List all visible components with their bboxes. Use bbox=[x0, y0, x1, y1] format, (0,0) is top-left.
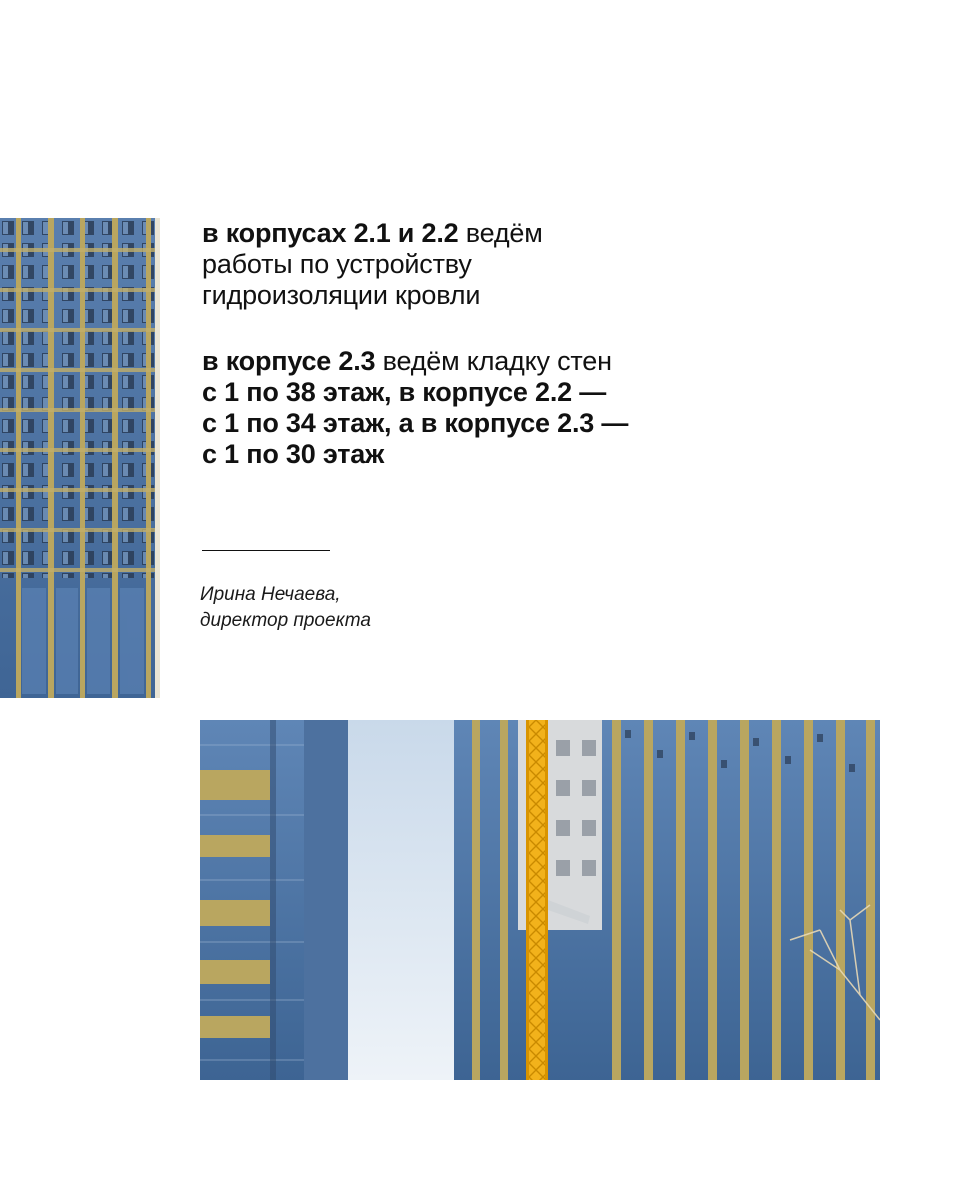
quote-line: в корпусах 2.1 и 2.2 ведём bbox=[202, 218, 543, 248]
facade-illustration bbox=[0, 218, 160, 698]
author-name: Ирина Нечаева, bbox=[200, 584, 341, 605]
author-role: директор проекта bbox=[200, 610, 371, 631]
construction-photo-bottom bbox=[200, 720, 880, 1080]
quote-line: гидроизоляции кровли bbox=[202, 280, 481, 310]
construction-illustration bbox=[200, 720, 880, 1080]
facade-photo-left bbox=[0, 218, 160, 698]
quote-line: с 1 по 34 этаж, а в корпусе 2.3 — bbox=[202, 408, 629, 438]
quote-line: работы по устройству bbox=[202, 249, 472, 279]
attribution bbox=[200, 582, 371, 634]
quote-paragraph-1 bbox=[202, 218, 722, 311]
quote-paragraph-2 bbox=[202, 346, 722, 470]
quote-line: с 1 по 38 этаж, в корпусе 2.2 — bbox=[202, 377, 607, 407]
quote-line: с 1 по 30 этаж bbox=[202, 439, 385, 469]
quote-line: в корпусе 2.3 ведём кладку стен bbox=[202, 346, 612, 376]
divider-line bbox=[202, 550, 330, 551]
